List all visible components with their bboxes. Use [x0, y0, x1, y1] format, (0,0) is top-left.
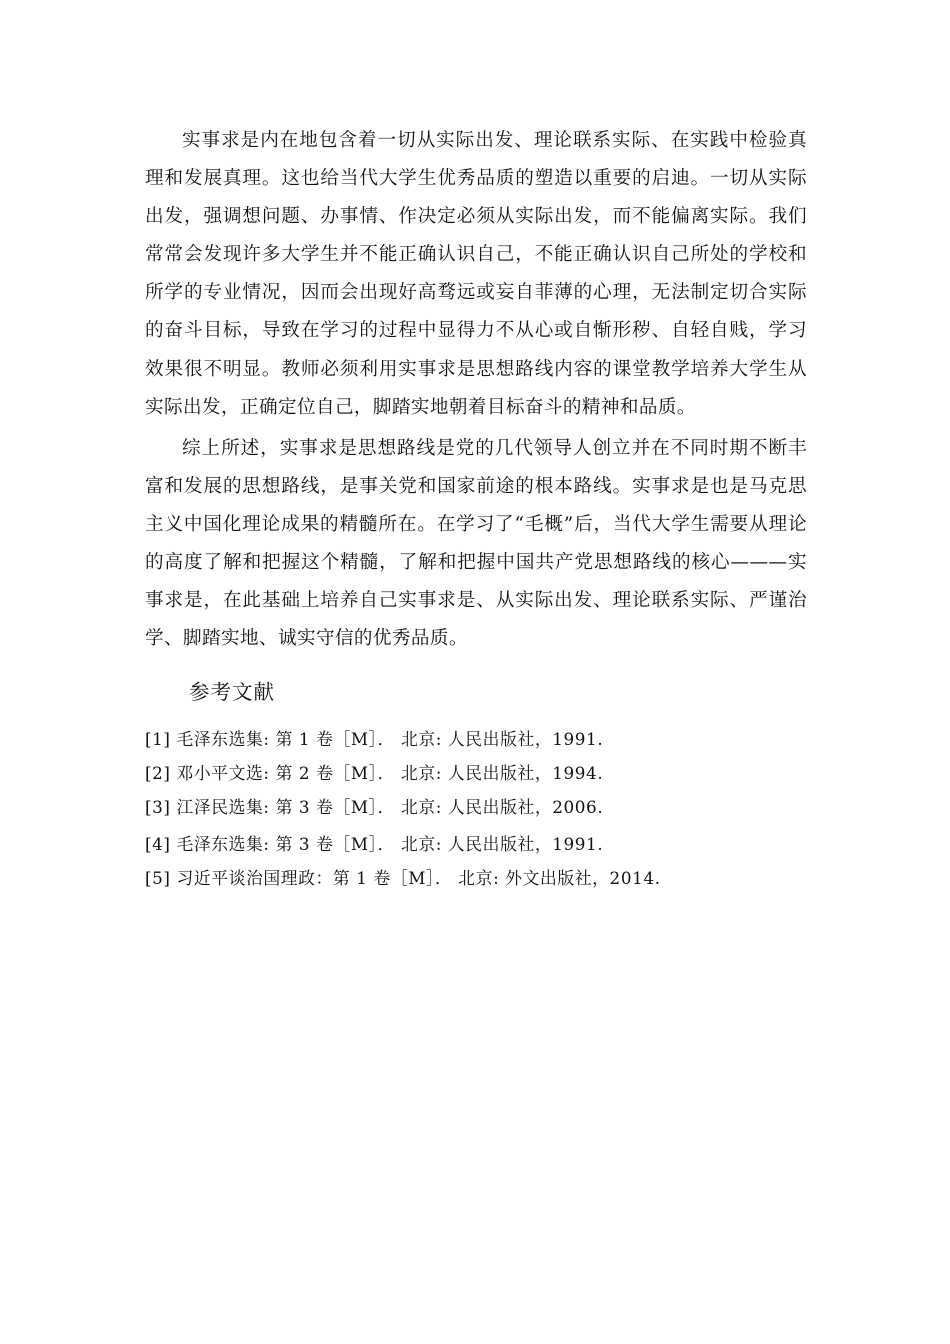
reference-item: [2] 邓小平文选: 第 2 卷［M］． 北京: 人民出版社，1994.	[145, 763, 604, 784]
reference-item: [3] 江泽民选集: 第 3 卷［M］． 北京: 人民出版社，2006.	[145, 797, 604, 818]
reference-item: [5] 习近平谈治国理政：第 1 卷［M］． 北京: 外文出版社，2014.	[145, 868, 661, 889]
reference-item: [1] 毛泽东选集: 第 1 卷［M］． 北京: 人民出版社，1991.	[145, 729, 604, 750]
body-paragraph: 实事求是内在地包含着一切从实际出发、理论联系实际、在实践中检验真理和发展真理。这也给当代大学生优秀品质的塑造以重要的启迪。一切从实际出发，强调想问题、办事情、作决定必须从实际出发，而不能偏离实际。我们常常会发现许多大学生并不能正确认识自己，不能正确认识自己所处的学校和所学的专业情况，因而会出现好高骛远或妄自菲薄的心理，无法制定切合实际的奋斗目标，导致在学习的过程中显得力不从心或自惭形秽、自轻自贱，学习效果很不明显。教师必须利用实事求是思想路线内容的课堂教学培养大学生从实际出发，正确定位自己，脚踏实地朝着目标奋斗的精神和品质。	[145, 130, 807, 418]
document-page	[145, 122, 807, 895]
references-heading: 参考文献	[189, 680, 275, 705]
reference-item: [4] 毛泽东选集: 第 3 卷［M］． 北京: 人民出版社，1991.	[145, 834, 604, 855]
body-paragraph: 综上所述，实事求是思想路线是党的几代领导人创立并在不同时期不断丰富和发展的思想路线，是事关党和国家前途的根本路线。实事求是也是马克思主义中国化理论成果的精髓所在。在学习了“毛概”后，当代大学生需要从理论的高度了解和把握这个精髓，了解和把握中国共产党思想路线的核心———实事求是，在此基础上培养自己实事求是、从实际出发、理论联系实际、严谨治学、脚踏实地、诚实守信的优秀品质。	[145, 437, 807, 650]
reference-list	[145, 722, 807, 895]
